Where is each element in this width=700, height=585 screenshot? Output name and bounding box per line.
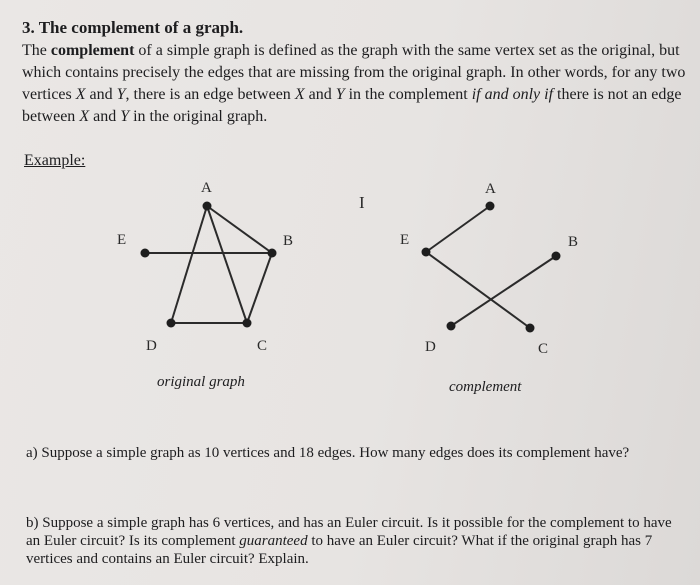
vertex-a	[486, 202, 495, 211]
label-b: B	[283, 233, 294, 249]
label-e: E	[117, 232, 127, 248]
question-a: a) Suppose a simple graph as 10 vertices and 18 edges. How many edges does its complement have?	[26, 445, 630, 461]
label-c: C	[538, 341, 549, 357]
vertex-c	[243, 319, 252, 328]
label-c: C	[257, 338, 268, 354]
example-label: Example:	[24, 152, 86, 169]
iff-phrase: if and only if	[471, 86, 554, 103]
guaranteed-term: guaranteed	[239, 533, 308, 549]
vertex-b	[552, 252, 561, 261]
complement-term: complement	[50, 42, 135, 59]
vertex-a	[203, 202, 212, 211]
label-e: E	[400, 232, 410, 248]
original-graph	[145, 206, 272, 323]
label-d: D	[146, 338, 157, 354]
vertex-c	[526, 324, 535, 333]
edge-a-d	[171, 206, 207, 323]
edge-d-b	[451, 256, 556, 326]
text-cursor-icon: I	[359, 193, 365, 212]
vertex-d	[167, 319, 176, 328]
vertex-d	[447, 322, 456, 331]
label-a: A	[485, 181, 496, 197]
label-a: A	[201, 180, 212, 196]
vertex-e	[141, 249, 150, 258]
original-caption: original graph	[157, 374, 245, 390]
label-b: B	[568, 234, 579, 250]
edge-a-c	[207, 206, 247, 323]
problem-intro: The complement of a simple graph is defined as the graph with the same vertex set as the original, but which contains precisely the edges that are missing from the original graph. In other words, for any two vertices X and Y, there is an edge between X and Y in the complement if and only if there is not an edge between X and Y in the original graph.	[22, 42, 686, 125]
edge-a-b	[207, 206, 272, 253]
original-vertices	[141, 202, 277, 328]
edge-b-c	[247, 253, 272, 323]
question-b: b) Suppose a simple graph has 6 vertices, and has an Euler circuit. Is it possible for the complement to have an Euler circuit? Is its complement guaranteed to have an Euler circuit? What if the original graph has 7 vertices and contains an Euler circuit? Explain.	[26, 515, 672, 567]
problem-heading: 3. The complement of a graph.	[22, 18, 244, 37]
complement-caption: complement	[449, 379, 522, 395]
edge-e-c	[426, 252, 530, 328]
label-d: D	[425, 339, 436, 355]
vertex-b	[268, 249, 277, 258]
complement-graph	[426, 206, 556, 328]
vertex-e	[422, 248, 431, 257]
edge-a-e	[426, 206, 490, 252]
